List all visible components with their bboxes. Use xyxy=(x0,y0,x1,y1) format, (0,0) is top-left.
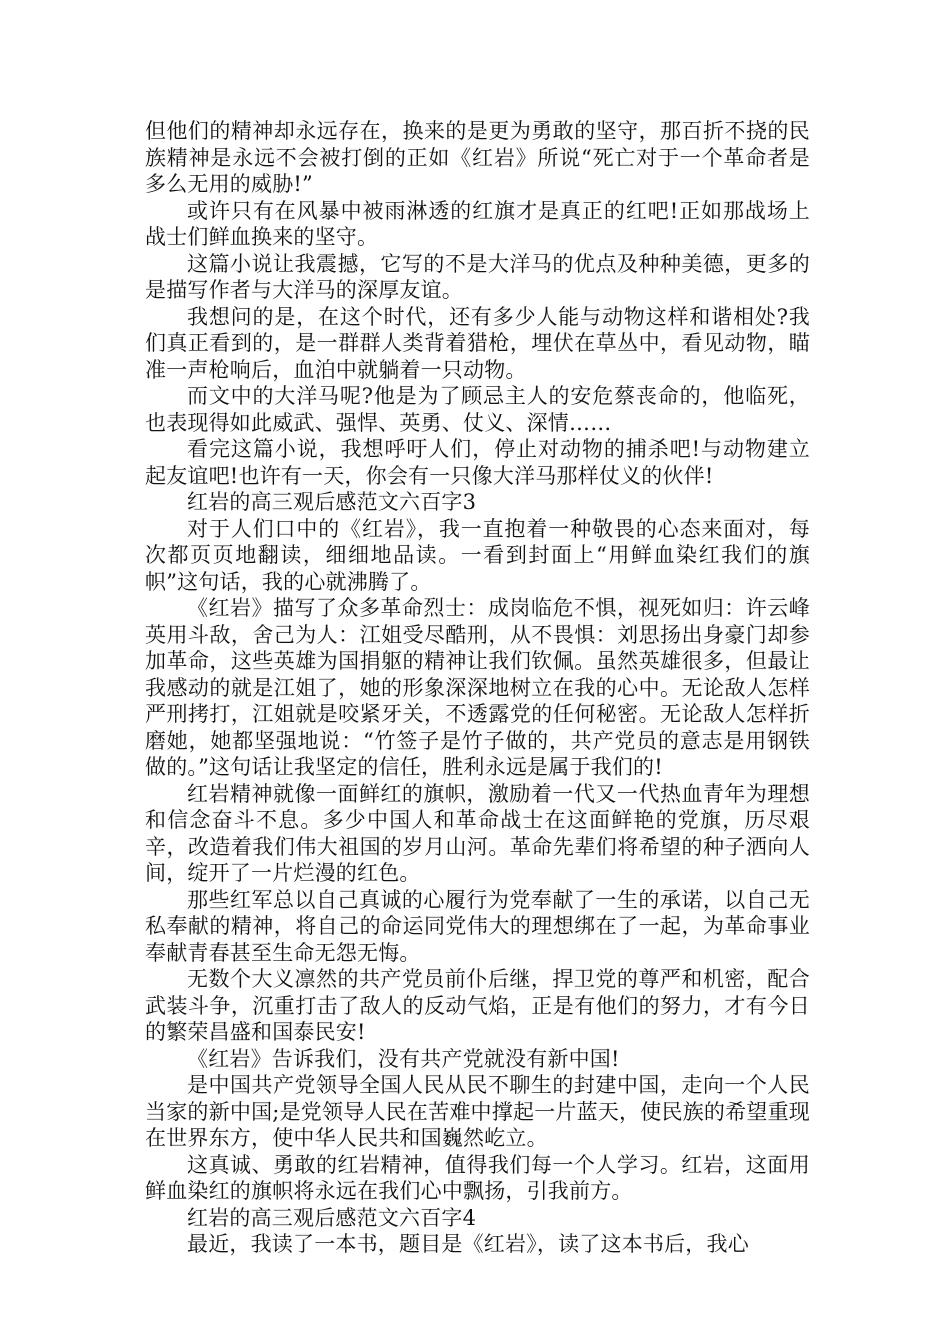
document-page xyxy=(145,118,810,1258)
paragraph: 而文中的大洋马呢?他是为了顾忌主人的安危蔡丧命的，他临死，也表现得如此威武、强悍、英勇、仗义、深情…… xyxy=(145,384,810,435)
section-heading: 红岩的高三观后感范文六百字4 xyxy=(187,1205,477,1230)
paragraph: 《红岩》告诉我们，没有共产党就没有新中国! xyxy=(187,1046,620,1071)
paragraph: 对于人们口中的《红岩》，我一直抱着一种敬畏的心态来面对，每次都页页地翻读，细细地品读。一看到封面上“用鲜血染红我们的旗帜”这句话，我的心就沸腾了。 xyxy=(145,516,810,594)
paragraph: 无数个大义凛然的共产党员前仆后继，捍卫党的尊严和机密，配合武装斗争，沉重打击了敌人的反动气焰，正是有他们的努力，才有今日的繁荣昌盛和国泰民安! xyxy=(145,967,810,1044)
paragraph: 那些红军总以自己真诚的心履行为党奉献了一生的承诺，以自己无私奉献的精神，将自己的命运同党伟大的理想绑在了一起，为革命事业奉献青春甚至生命无怨无悔。 xyxy=(145,887,810,965)
paragraph: 但他们的精神却永远存在，换来的是更为勇敢的坚守，那百折不挠的民族精神是永远不会被打倒的正如《红岩》所说“死亡对于一个革命者是多么无用的威胁!” xyxy=(145,119,810,196)
paragraph: 最近，我读了一本书，题目是《红岩》，读了这本书后，我心 xyxy=(187,1232,749,1256)
paragraph: 这篇小说让我震撼，它写的不是大洋马的优点及种种美德，更多的是描写作者与大洋马的深厚友谊。 xyxy=(145,251,810,302)
paragraph: 这真诚、勇敢的红岩精神，值得我们每一个人学习。红岩，这面用鲜血染红的旗帜将永远在我们心中飘扬，引我前方。 xyxy=(145,1152,810,1203)
section-heading: 红岩的高三观后感范文六百字3 xyxy=(187,490,477,514)
paragraph: 或许只有在风暴中被雨淋透的红旗才是真正的红吧!正如那战场上战士们鲜血换来的坚守。 xyxy=(145,198,810,249)
paragraph: 是中国共产党领导全国人民从民不聊生的封建中国，走向一个人民当家的新中国;是党领导人民在苦难中撑起一片蓝天，使民族的希望重现在世界东方，使中华人民共和国巍然屹立。 xyxy=(145,1073,810,1150)
paragraph: 红岩精神就像一面鲜红的旗帜，激励着一代又一代热血青年为理想和信念奋斗不息。多少中国人和革命战士在这面鲜艳的党旗，历尽艰辛，改造着我们伟大祖国的岁月山河。革命先辈们将希望的种子洒向人间，绽开了一片烂漫的红色。 xyxy=(145,781,810,885)
paragraph: 我想问的是，在这个时代，还有多少人能与动物这样和谐相处?我们真正看到的，是一群群人类背着猎枪，埋伏在草丛中，看见动物，瞄准一声枪响后，血泊中就躺着一只动物。 xyxy=(145,304,810,382)
paragraph: 看完这篇小说，我想呼吁人们，停止对动物的捕杀吧!与动物建立起友谊吧!也许有一天，你会有一只像大洋马那样仗义的伙伴! xyxy=(145,437,810,488)
paragraph: 《红岩》描写了众多革命烈士：成岗临危不惧，视死如归：许云峰英用斗敌，舍己为人：江姐受尽酷刑，从不畏惧：刘思扬出身豪门却参加革命，这些英雄为国捐躯的精神让我们钦佩。虽然英雄很多，但最让我感动的就是江姐了，她的形象深深地树立在我的心中。无论敌人怎样严刑拷打，江姐就是咬紧牙关，不透露党的任何秘密。无论敌人怎样折磨她，她都坚强地说：“竹签子是竹子做的，共产党员的意志是用钢铁做的。”这句话让我坚定的信任，胜利永远是属于我们的! xyxy=(145,596,810,779)
